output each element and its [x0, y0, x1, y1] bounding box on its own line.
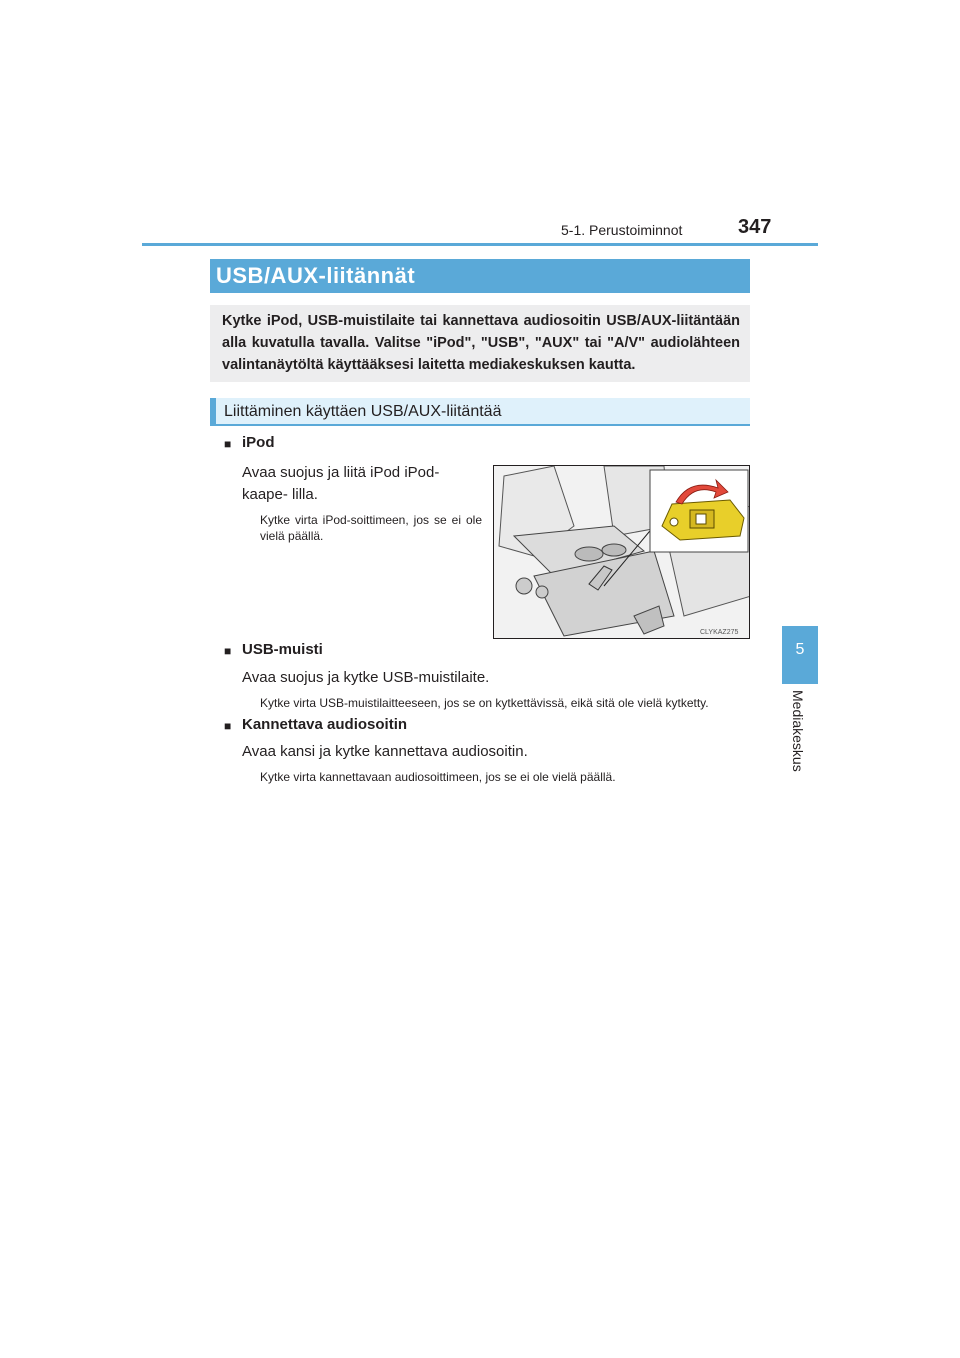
section-header: 5-1. Perustoiminnot — [561, 222, 683, 238]
item-note-audio: Kytke virta kannettavaan audiosoittimeen, jos se ei ole vielä päällä. — [260, 770, 616, 784]
usb-aux-port-illustration-icon — [494, 466, 750, 639]
chapter-tab: 5 — [782, 626, 818, 684]
page-title: USB/AUX-liitännät — [216, 263, 416, 288]
bullet-icon: ■ — [224, 644, 232, 658]
page-number: 347 — [738, 216, 772, 238]
console-illustration — [493, 465, 750, 639]
item-heading-ipod: iPod — [242, 434, 275, 451]
item-heading-usb: USB-muisti — [242, 641, 323, 658]
item-note-usb: Kytke virta USB-muistilaitteeseen, jos se on kytkettävissä, eikä sitä ole vielä kytketty. — [260, 696, 709, 710]
figure-code: CLYKAZ275 — [700, 629, 739, 636]
item-body-ipod: Avaa suojus ja liitä iPod iPod-kaape- lilla. — [242, 464, 440, 503]
item-note-ipod: Kytke virta iPod-soittimeen, jos se ei ole vielä päällä. — [260, 513, 482, 543]
subsection-title: Liittäminen käyttäen USB/AUX-liitäntää — [224, 403, 502, 420]
subsection-accent — [210, 398, 216, 426]
item-body-usb: Avaa suojus ja kytke USB-muistilaite. — [242, 669, 490, 686]
chapter-label: Mediakeskus — [790, 690, 806, 772]
header-rule — [142, 243, 818, 246]
bullet-icon: ■ — [224, 719, 232, 733]
bullet-icon: ■ — [224, 437, 232, 451]
item-heading-audio: Kannettava audiosoitin — [242, 716, 408, 733]
item-body-audio: Avaa kansi ja kytke kannettava audiosoitin. — [242, 743, 528, 760]
intro-text: Kytke iPod, USB-muistilaite tai kannettava audiosoitin USB/AUX-liitäntään alla kuvatulla tavalla. Valitse "iPod", "USB", "AUX" tai "A/V" audiolähteen valintanäytöltä käyttääksesi laitetta mediakeskuksen kautta. — [222, 313, 740, 373]
